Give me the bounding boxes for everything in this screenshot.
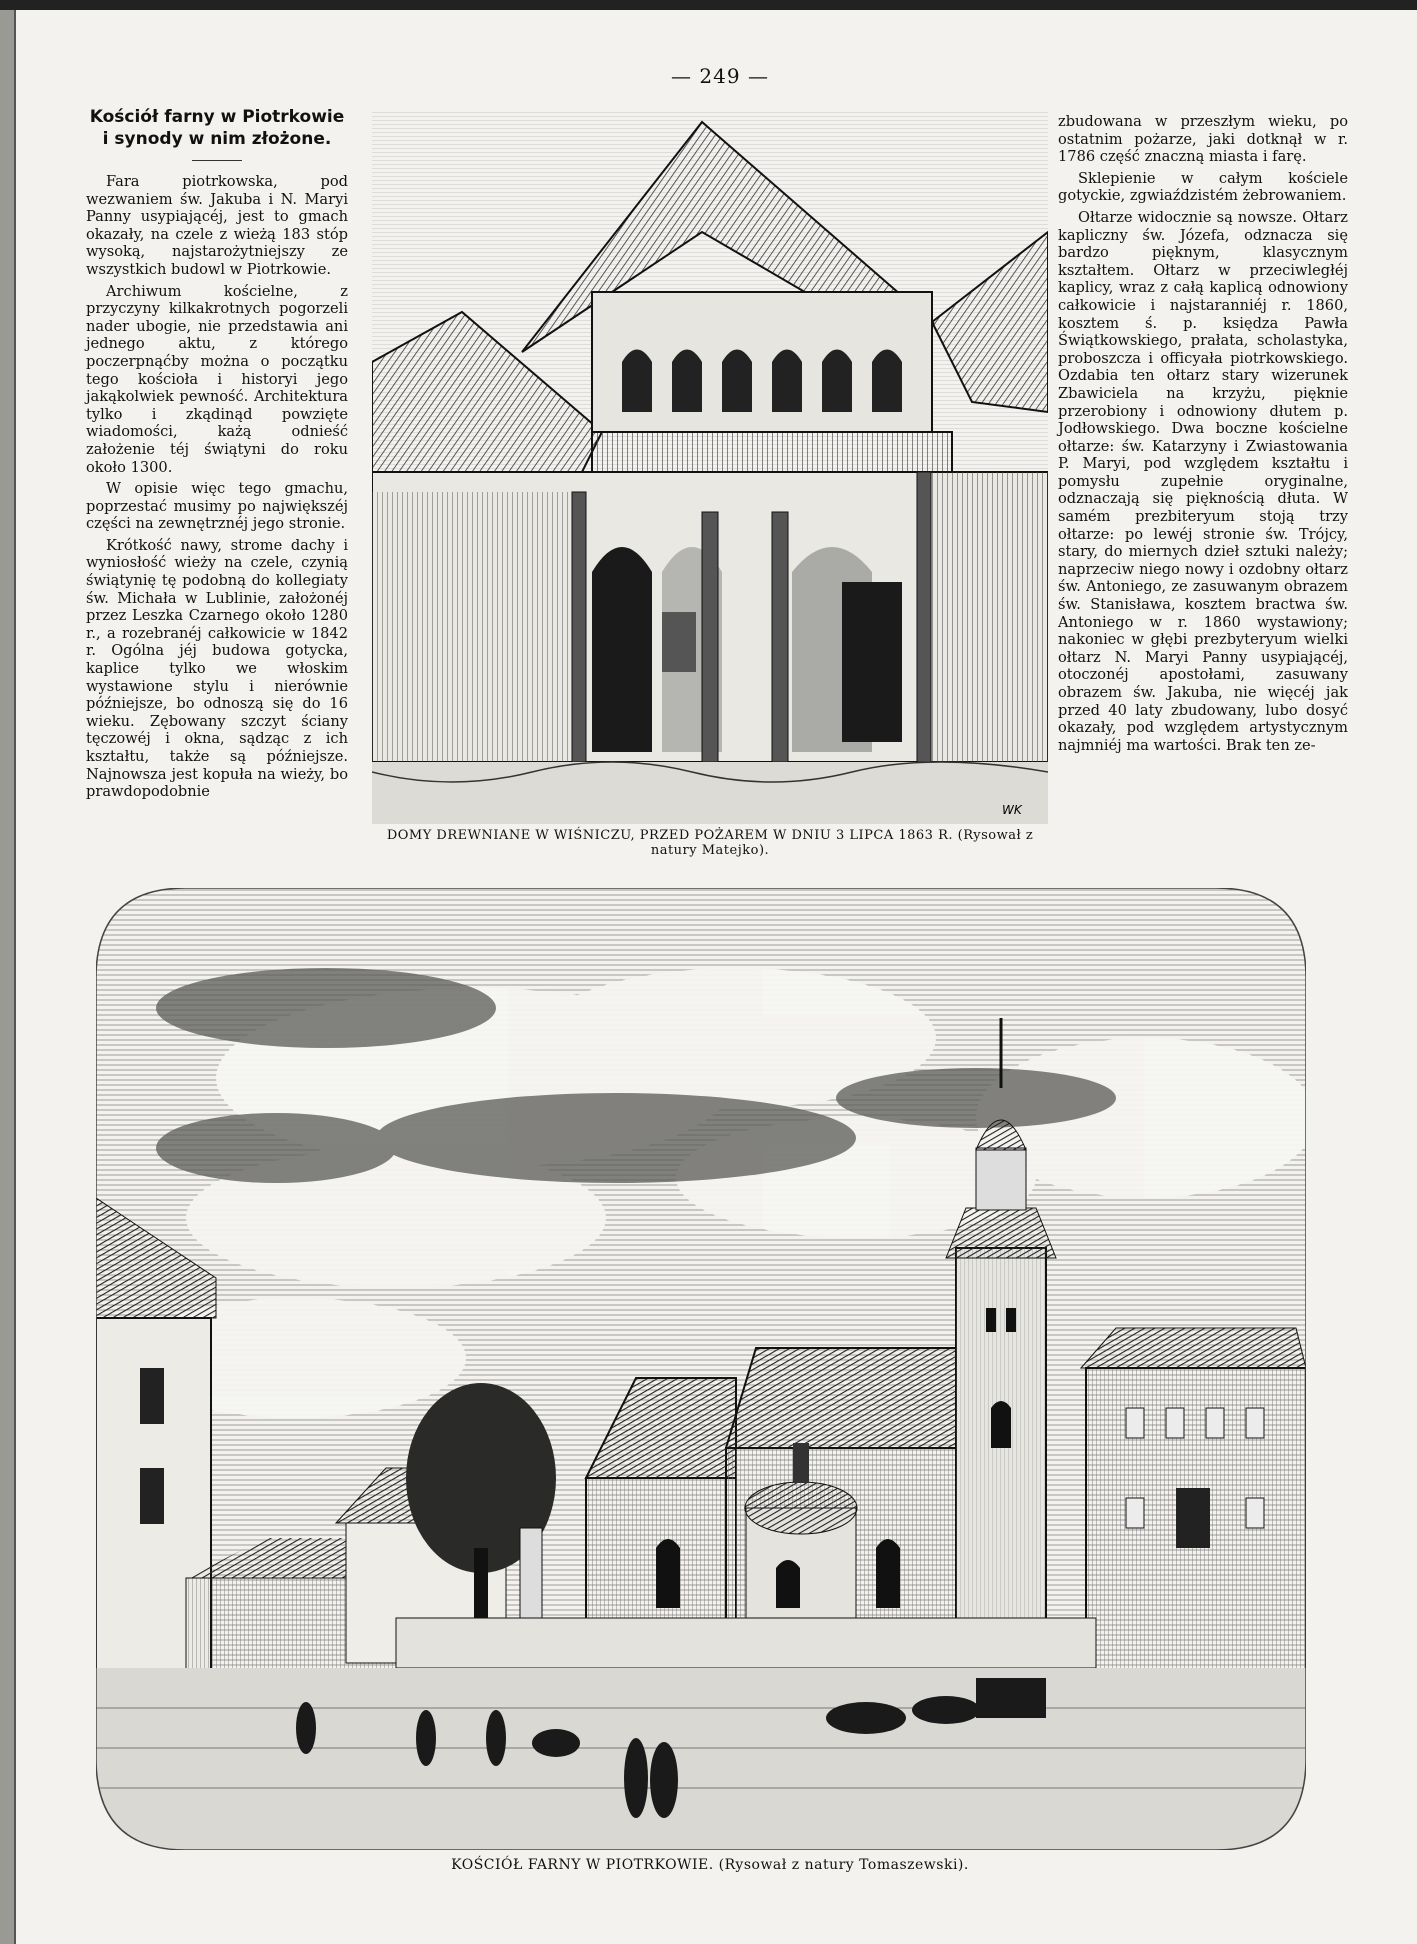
page-number-value: 249	[699, 64, 741, 88]
page-number: — 249 —	[671, 64, 769, 88]
paragraph: zbudowana w przeszłym wieku, po ostatnim pożarze, jaki dotknął w r. 1786 część znaczną miasta i farę.	[1058, 113, 1348, 166]
wooden-houses-illustration	[372, 112, 1048, 824]
top-figure-caption: DOMY DREWNIANE W WIŚNICZU, PRZED POŻAREM W DNIU 3 LIPCA 1863 R. (Rysował z natury Matejko).	[386, 828, 1034, 858]
paragraph: Fara piotrkowska, pod wezwaniem św. Jakuba i N. Maryi Panny usypiającéj, jest to gmach okazały, na czele z wieżą 183 stóp wysoką, najstarożytniejszy ze wszystkich budowl w Piotrkowie.	[86, 173, 348, 278]
paragraph: W opisie więc tego gmachu, poprzestać musimy po największéj części na zewnętrznéj jego stronie.	[86, 480, 348, 533]
top-page-edge	[0, 0, 1417, 10]
headline-rule	[192, 160, 242, 161]
engraving-church-piotrkow	[96, 888, 1306, 1850]
engraver-signature: WK	[1002, 803, 1022, 817]
church-illustration	[96, 888, 1306, 1850]
paragraph: Sklepienie w całym kościele gotyckie, zgwiaździstém żebrowaniem.	[1058, 169, 1348, 205]
right-text-column	[1058, 113, 1348, 758]
left-page-edge	[0, 0, 14, 1944]
headline-line-1: Kościół farny w Piotrkowie	[89, 107, 345, 127]
article-headline	[86, 106, 348, 150]
paragraph: Archiwum kościelne, z przyczyny kilkakrotnych pogorzeli nader ubogie, nie przedstawia ani jednego aktu, z którego poczerpnąćby można o początku tego kościoła i historyi jego jakąkolwiek pewność. Architektura tylko i zkądinąd powzięte wiadomości, każą odnieść założenie téj świątyni do roku około 1300.	[86, 282, 348, 476]
left-text-column	[86, 106, 348, 805]
paragraph: Krótkość nawy, strome dachy i wyniosłość wieży na czele, czynią świątynię tę podobną do kollegiaty św. Michała w Lublinie, założonéj przez Leszka Czarnego około 1280 r., a rozebranéj całkowicie w 1842 r. Ogólna jéj budowa gotycka, kaplice tylko we włoskim wystawione stylu i nierównie późniejsze, bo odnoszą się do 16 wieku. Zębowany szczyt ściany tęczowéj i okna, sądząc z ich kształtu, także są późniejsze. Najnowsza jest kopuła na wieży, bo prawdopodobnie	[86, 536, 348, 801]
bottom-figure-caption: KOŚCIÓŁ FARNY W PIOTRKOWIE. (Rysował z natury Tomaszewski).	[451, 1857, 969, 1873]
engraving-wooden-houses	[372, 112, 1048, 824]
paragraph: Ołtarze widocznie są nowsze. Ołtarz kapliczny św. Józefa, odznacza się bardzo pięknym, klasycznym kształtem. Ołtarz w przeciwległéj kaplicy, wraz z całą kaplicą odnowiony całkowicie i najstaranniéj r. 1860, kosztem ś. p. księdza Pawła Świątkowskiego, prałata, scholastyka, proboszcza i officyała piotrkowskiego. Ozdabia ten ołtarz stary wizerunek Zbawiciela na krzyżu, pięknie przerobiony i odnowiony dłutem p. Jodłowskiego. Dwa boczne kościelne ołtarze: św. Katarzyny i Zwiastowania P. Maryi, pod względem kształtu i pomysłu zupełnie oryginalne, odznaczają się pięknością dłuta. W samém prezbiteryum stoją trzy ołtarze: po lewéj stronie św. Trójcy, stary, do miernych dzieł sztuki należy; naprzeciw niego nowy i ozdobny ołtarz św. Antoniego, ze zasuwanym obrazem św. Stanisława, kosztem bractwa św. Antoniego w r. 1860 wystawiony; nakoniec w głębi prezbyteryum wielki ołtarz N. Maryi Panny usypiającéj, otoczonéj apostołami, zasuwany obrazem św. Jakuba, nie więcéj jak przed 40 laty zbudowany, lubo dosyć okazały, pod względem artystycznym najmniéj ma wartości. Brak ten ze-	[1058, 208, 1348, 754]
headline-line-2: i synody w nim złożone.	[102, 129, 332, 149]
